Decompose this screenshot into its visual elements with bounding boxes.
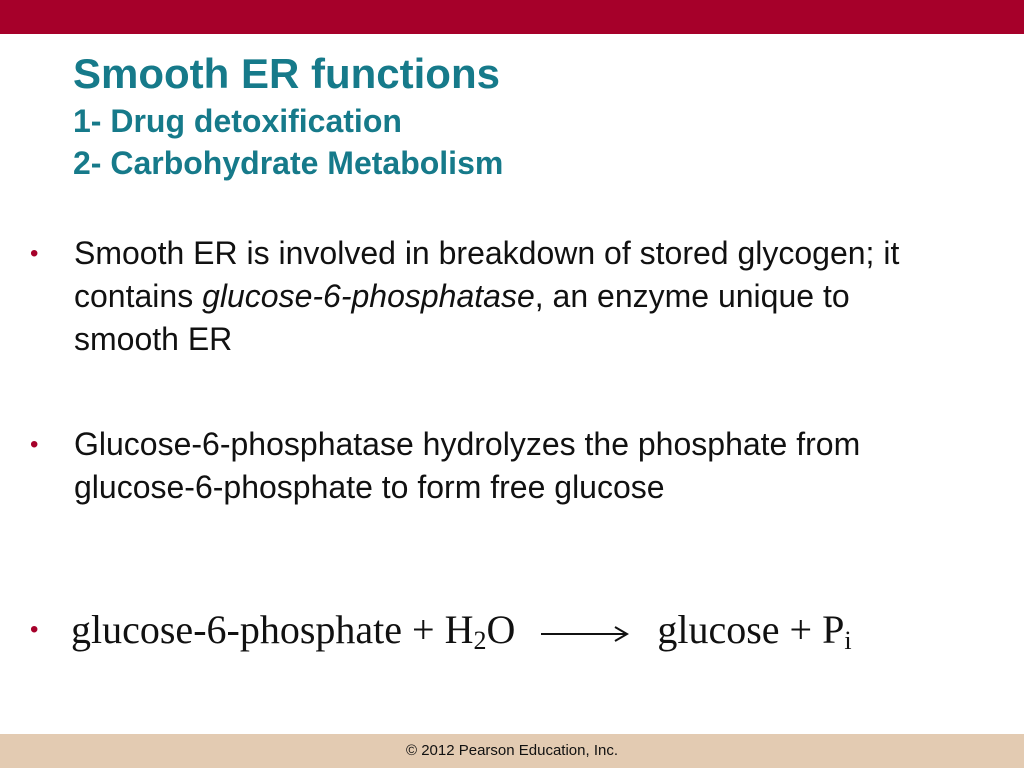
product: glucose + P xyxy=(657,607,845,652)
reactant: glucose-6-phosphate + H xyxy=(71,607,474,652)
top-accent-bar xyxy=(0,0,1024,34)
bullet-text-part: , an enzyme unique to smooth ER xyxy=(74,278,850,357)
reaction-equation xyxy=(30,606,930,662)
bullet-text-part: Smooth ER is involved in breakdown of stored glycogen; it contains xyxy=(74,235,900,314)
subtitle-carb-metabolism: 2- Carbohydrate Metabolism xyxy=(73,145,504,181)
bullet-icon: • xyxy=(30,616,39,643)
slide-title: Smooth ER functions xyxy=(73,50,500,97)
reaction-arrow-icon xyxy=(541,622,631,646)
reactant-subscript: 2 xyxy=(473,626,487,655)
reactant-end: O xyxy=(486,607,516,652)
title-block xyxy=(73,48,503,184)
bullet-glycogen-breakdown xyxy=(30,232,950,361)
bullet-icon: • xyxy=(30,240,39,267)
bullet-text: Glucose-6-phosphatase hydrolyzes the phosphate from glucose-6-phosphate to form free glucose xyxy=(74,426,861,505)
subtitle-drug-detox: 1- Drug detoxification xyxy=(73,103,402,139)
enzyme-name: glucose-6-phosphatase xyxy=(202,278,535,314)
footer-bar xyxy=(0,734,1024,768)
equation-line xyxy=(71,606,852,656)
bullet-text xyxy=(74,232,950,361)
product-subscript: i xyxy=(844,626,852,655)
copyright-text: © 2012 Pearson Education, Inc. xyxy=(405,742,619,759)
bullet-icon: • xyxy=(30,431,39,458)
bullet-hydrolysis xyxy=(30,423,950,509)
